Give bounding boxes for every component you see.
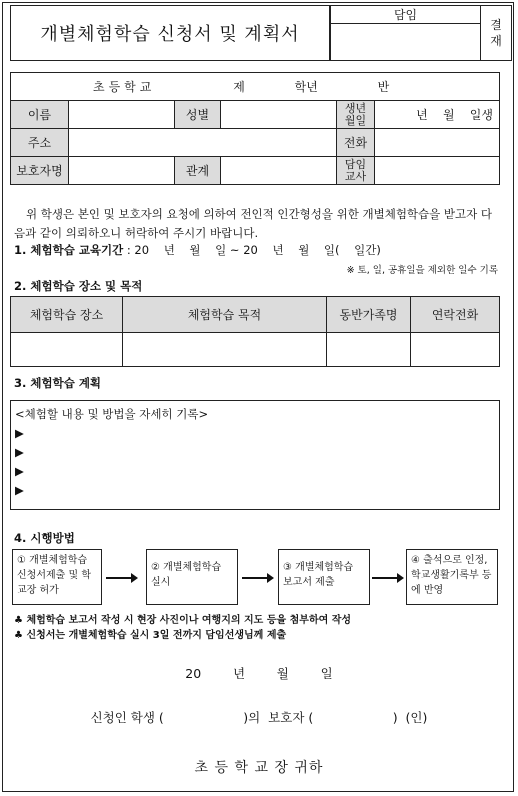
homeroom-sign-cell[interactable] xyxy=(331,24,481,61)
school-line xyxy=(11,73,500,101)
step-number: ③ xyxy=(283,562,292,573)
flow-step-2 xyxy=(146,549,238,605)
section4-note-1: ♣ 체험학습 보고서 작성 시 현장 사진이나 여행지의 지도 등을 첨부하여 작성 xyxy=(14,615,352,626)
name-label: 이름 xyxy=(11,101,69,129)
flow-step-3 xyxy=(278,549,370,605)
section4-note-2: ♣ 신청서는 개별체험학습 실시 3일 전까지 담임선생님께 제출 xyxy=(14,630,287,641)
place-field[interactable] xyxy=(11,333,123,367)
teacher-label: 담임 교사 xyxy=(337,157,375,185)
name-field[interactable] xyxy=(69,101,175,129)
birth-field[interactable]: 년 월 일생 xyxy=(375,101,500,129)
step-number: ② xyxy=(151,562,160,573)
step-text: 개별체험학습 신청서제출 및 학교장 허가 xyxy=(17,555,91,596)
col-contact: 연락전화 xyxy=(411,297,500,333)
purpose-field[interactable] xyxy=(123,333,327,367)
section1-heading: 1. 체험학습 교육기간 xyxy=(14,243,124,257)
arrow-right-icon xyxy=(242,577,268,579)
gender-field[interactable] xyxy=(221,101,337,129)
step-text: 개별체험학습 실시 xyxy=(151,562,222,588)
step-text: 개별체험학습 보고서 제출 xyxy=(283,562,354,588)
col-purpose: 체험학습 목적 xyxy=(123,297,327,333)
section3-heading: 3. 체험학습 계획 xyxy=(14,376,102,390)
address-label: 주소 xyxy=(11,129,69,157)
flow-step-4 xyxy=(406,549,498,605)
birth-label: 생년 월일 xyxy=(337,101,375,129)
guardian-label: 보호자명 xyxy=(11,157,69,185)
page-title: 개별체험학습 신청서 및 계획서 xyxy=(10,5,330,61)
step-number: ① xyxy=(17,555,26,566)
family-field[interactable] xyxy=(327,333,411,367)
footer-date: 20 년 월 일 xyxy=(185,666,333,681)
plan-bullet: ▶ xyxy=(15,483,24,497)
section1-period: : 20 년 월 일 ~ 20 년 월 일( 일간) xyxy=(126,243,381,257)
section2-heading: 2. 체험학습 장소 및 목적 xyxy=(14,279,143,293)
purpose-table xyxy=(10,296,500,367)
plan-instruction: <체험할 내용 및 방법을 자세히 기록> xyxy=(15,407,209,421)
homeroom-label: 담임 xyxy=(331,6,481,24)
teacher-field[interactable] xyxy=(375,157,500,185)
class-label: 반 xyxy=(377,80,390,94)
guardian-field[interactable] xyxy=(69,157,175,185)
contact-field[interactable] xyxy=(411,333,500,367)
phone-field[interactable] xyxy=(375,129,500,157)
col-family: 동반가족명 xyxy=(327,297,411,333)
arrow-right-icon xyxy=(372,577,398,579)
footer-applicant: 신청인 학생 ( )의 보호자 ( ) (인) xyxy=(90,710,428,725)
footer-recipient: 초 등 학 교 장 귀하 xyxy=(194,760,324,776)
plan-box[interactable] xyxy=(10,400,500,510)
grade-label: 학년 xyxy=(294,80,318,94)
step-text: 출석으로 인정, 학교생활기록부 등에 반영 xyxy=(411,555,492,596)
gender-label: 성별 xyxy=(175,101,221,129)
flow-step-1 xyxy=(12,549,102,605)
section4-heading: 4. 시행방법 xyxy=(14,531,75,545)
student-info-table xyxy=(10,72,500,185)
relation-label: 관계 xyxy=(175,157,221,185)
section1-note: ※ 토, 일, 공휴일을 제외한 일수 기록 xyxy=(346,265,498,276)
phone-label: 전화 xyxy=(337,129,375,157)
plan-bullet: ▶ xyxy=(15,445,24,459)
arrow-right-icon xyxy=(106,577,132,579)
col-place: 체험학습 장소 xyxy=(11,297,123,333)
approval-block xyxy=(330,5,512,61)
step-number: ④ xyxy=(411,555,420,566)
approval-label: 결 재 xyxy=(481,6,512,61)
address-field[interactable] xyxy=(69,129,337,157)
grade-prefix: 제 xyxy=(233,80,245,94)
school-label: 초등학교 xyxy=(93,80,156,94)
plan-bullet: ▶ xyxy=(15,464,24,478)
relation-field[interactable] xyxy=(221,157,337,185)
request-paragraph: 위 학생은 본인 및 보호자의 요청에 의하여 전인적 인간형성을 위한 개별체험학습을 받고자 다음과 같이 의뢰하오니 허락하여 주시기 바랍니다. xyxy=(14,207,493,240)
plan-bullet: ▶ xyxy=(15,426,24,440)
section1-line xyxy=(14,242,381,258)
